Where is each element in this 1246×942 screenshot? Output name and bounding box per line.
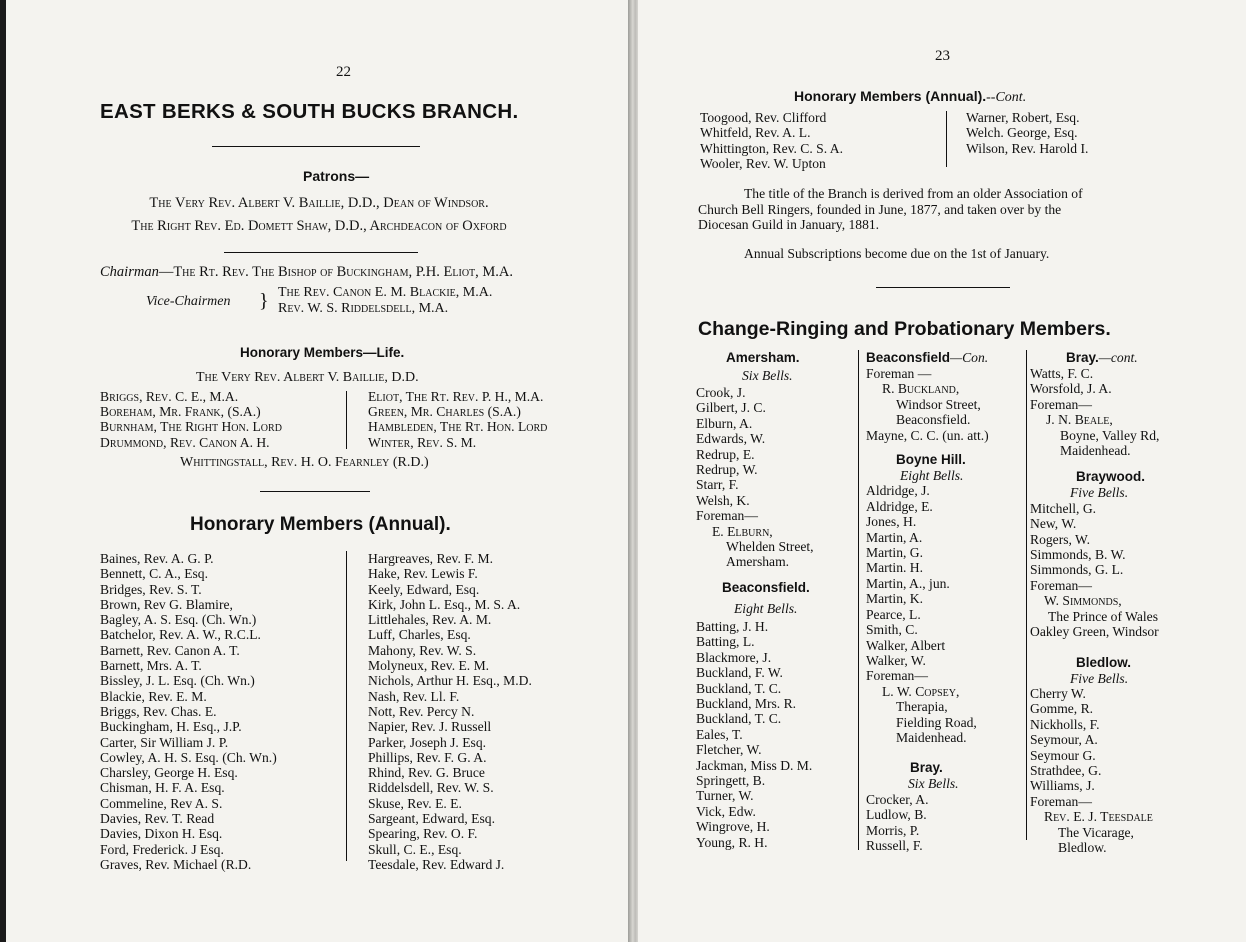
page-number-right: 23 xyxy=(935,48,950,64)
member: Buckland, T. C. xyxy=(696,680,782,696)
foreman-label: Foreman — xyxy=(866,366,932,381)
member: Hake, Rev. Lewis F. xyxy=(368,566,478,582)
member: Bissley, J. L. Esq. (Ch. Wn.) xyxy=(100,673,255,689)
member: Ludlow, B. xyxy=(866,807,927,823)
member: Bridges, Rev. S. T. xyxy=(100,581,202,597)
member: Whittington, Rev. C. S. A. xyxy=(700,140,843,156)
member: Napier, Rev. J. Russell xyxy=(368,719,492,735)
member: Williams, J. xyxy=(1030,778,1095,794)
foreman-name: R. Buckland, xyxy=(882,381,960,397)
bells-note: Five Bells. xyxy=(1070,670,1129,686)
member: Gilbert, J. C. xyxy=(696,400,766,416)
member: Redrup, E. xyxy=(696,446,755,462)
member: Ford, Frederick. J Esq. xyxy=(100,841,224,857)
member: Sargeant, Edward, Esq. xyxy=(368,811,495,827)
foreman-address: Boyne, Valley Rd, xyxy=(1060,427,1160,443)
member: Davies, Dixon H. Esq. xyxy=(100,826,223,842)
column-rule xyxy=(946,111,947,167)
member: Worsfold, J. A. xyxy=(1030,381,1112,397)
member: Spearing, Rev. O. F. xyxy=(368,826,478,842)
life-members-heading: Honorary Members—Life. xyxy=(240,345,405,360)
bells-note: Six Bells. xyxy=(742,368,793,383)
member: Buckland, T. C. xyxy=(696,711,782,727)
member: Riddelsdell, Rev. W. S. xyxy=(368,780,494,796)
annual-heading: Honorary Members (Annual). xyxy=(190,514,451,535)
member: Batting, L. xyxy=(696,634,755,650)
member: Brown, Rev G. Blamire, xyxy=(100,596,233,612)
patrons-heading: Patrons— xyxy=(303,168,370,184)
life-member: Burnham, The Right Hon. Lord xyxy=(100,419,282,435)
member: Chisman, H. F. A. Esq. xyxy=(100,780,225,796)
cont-suffix: --Cont. xyxy=(986,90,1027,105)
member: Aldridge, J. xyxy=(866,483,930,499)
member: Nash, Rev. Ll. F. xyxy=(368,688,460,704)
member: Nickholls, F. xyxy=(1030,716,1100,732)
left-page xyxy=(6,0,632,942)
life-member: Green, Mr. Charles (S.A.) xyxy=(368,404,521,420)
town-heading: Beaconsfield. xyxy=(722,579,810,595)
column-1 xyxy=(696,349,814,850)
member: Skull, C. E., Esq. xyxy=(368,841,462,857)
town-heading: Braywood. xyxy=(1076,469,1146,485)
foreman-address: Oakley Green, Windsor xyxy=(1030,624,1159,640)
column-2 xyxy=(866,349,989,853)
brace: } xyxy=(259,290,269,312)
member: Buckingham, H. Esq., J.P. xyxy=(100,719,242,735)
member: Vick, Edw. xyxy=(696,803,756,819)
town-heading: Bray. xyxy=(910,760,943,776)
member: Batchelor, Rev. A. W., R.C.L. xyxy=(100,627,261,643)
member: Martin. H. xyxy=(866,560,924,576)
town-heading: Boyne Hill. xyxy=(896,452,966,468)
vice-chairmen-label: Vice-Chairmen xyxy=(146,294,231,309)
annual-members-left xyxy=(100,551,277,872)
divider xyxy=(876,287,1010,288)
member: Edwards, W. xyxy=(696,431,766,447)
cont-suffix: —cont. xyxy=(1098,350,1138,365)
member: Jackman, Miss D. M. xyxy=(696,757,813,773)
member: Cowley, A. H. S. Esq. (Ch. Wn.) xyxy=(100,749,277,765)
member: Martin, A. xyxy=(866,529,923,545)
member: Crook, J. xyxy=(696,385,746,400)
life-member: Winter, Rev. S. M. xyxy=(368,434,477,450)
annual-members-right xyxy=(368,551,532,872)
member: Pearce, L. xyxy=(866,606,921,622)
member: Davies, Rev. T. Read xyxy=(100,811,215,827)
member: Springett, B. xyxy=(696,772,766,788)
member: Teesdale, Rev. Edward J. xyxy=(368,856,505,872)
member: Cherry W. xyxy=(1030,685,1086,701)
foreman-address: Beaconsfield. xyxy=(896,412,971,428)
vice-chairmen-list xyxy=(278,285,492,316)
member: Baines, Rev. A. G. P. xyxy=(100,551,214,566)
member: Blackmore, J. xyxy=(696,649,772,665)
member: Commeline, Rev A. S. xyxy=(100,795,223,811)
member: Jones, H. xyxy=(866,514,917,530)
branch-note xyxy=(698,186,1083,233)
note-line: The title of the Branch is derived from an older Association of xyxy=(744,186,1083,201)
member: Bagley, A. S. Esq. (Ch. Wn.) xyxy=(100,612,257,628)
life-member: Drummond, Rev. Canon A. H. xyxy=(100,434,270,450)
member: Russell, F. xyxy=(866,837,923,853)
foreman-label: Foreman— xyxy=(1030,577,1092,593)
cont-suffix: —Con. xyxy=(950,350,989,365)
life-member: Briggs, Rev. C. E., M.A. xyxy=(100,389,239,404)
foreman-name: W. Simmonds, xyxy=(1044,593,1122,609)
column-rule xyxy=(346,551,347,861)
foreman-address: Therapia, xyxy=(896,699,948,715)
vice-chairman: Rev. W. S. Riddelsdell, M.A. xyxy=(278,300,449,316)
member: Smith, C. xyxy=(866,622,918,638)
note-line: Diocesan Guild in January, 1881. xyxy=(698,217,880,233)
member: Keely, Edward, Esq. xyxy=(368,581,480,597)
patron: The Very Rev. Albert V. Baillie, D.D., Dean of Windsor. xyxy=(149,195,489,211)
foreman-name: E. Elburn, xyxy=(712,523,773,539)
member: Nott, Rev. Percy N. xyxy=(368,703,475,719)
foreman-name: Rev. E. J. Teesdale xyxy=(1044,809,1153,825)
member: Eales, T. xyxy=(696,726,743,742)
member: Wooler, Rev. W. Upton xyxy=(700,155,826,171)
member: Nichols, Arthur H. Esq., M.D. xyxy=(368,673,532,689)
member: Walker, Albert xyxy=(866,637,946,653)
bells-note: Five Bells. xyxy=(1070,485,1129,501)
member: Charsley, George H. Esq. xyxy=(100,765,238,781)
town-heading-cont xyxy=(1030,349,1159,366)
note-line: Church Bell Ringers, founded in June, 1877, and taken over by the xyxy=(698,201,1062,217)
member: Parker, Joseph J. Esq. xyxy=(368,734,487,750)
member: Barnett, Rev. Canon A. T. xyxy=(100,642,240,658)
town-heading: Amersham. xyxy=(726,350,800,365)
life-lead: The Very Rev. Albert V. Baillie, D.D. xyxy=(196,370,419,385)
divider xyxy=(260,491,370,492)
right-page xyxy=(638,0,1246,942)
member: Blackie, Rev. E. M. xyxy=(100,688,207,704)
member: Molyneux, Rev. E. M. xyxy=(368,658,490,674)
vice-chairman: The Rev. Canon E. M. Blackie, M.A. xyxy=(278,285,493,300)
member: Turner, W. xyxy=(696,788,754,804)
town-heading-cont xyxy=(866,349,989,366)
divider xyxy=(212,146,420,147)
member: Redrup, W. xyxy=(696,462,758,478)
chairman-text: —The Rt. Rev. The Bishop of Buckingham, P.H. Eliot, M.A. xyxy=(158,264,514,280)
foreman-label: Foreman— xyxy=(696,508,758,524)
patrons-list xyxy=(6,192,632,238)
foreman-address: Fielding Road, xyxy=(896,714,977,730)
member: Briggs, Rev. Chas. E. xyxy=(100,703,217,719)
town-heading: Bledlow. xyxy=(1076,654,1132,670)
foreman-address: Maidenhead. xyxy=(1060,443,1131,459)
bells-note: Eight Bells. xyxy=(900,468,964,484)
member: Hargreaves, Rev. F. M. xyxy=(368,551,494,566)
divider xyxy=(224,252,418,253)
member: Buckland, Mrs. R. xyxy=(696,695,797,711)
member: Littlehales, Rev. A. M. xyxy=(368,612,492,628)
foreman-address: Amersham. xyxy=(726,554,790,570)
member: Barnett, Mrs. A. T. xyxy=(100,658,202,674)
member: Strathdee, G. xyxy=(1030,762,1102,778)
member: Simmonds, B. W. xyxy=(1030,547,1126,563)
member: Rhind, Rev. G. Bruce xyxy=(368,765,485,781)
bells-note: Six Bells. xyxy=(908,776,959,792)
cont-heading xyxy=(794,88,1026,106)
cont-heading-text: Honorary Members (Annual). xyxy=(794,88,987,104)
member: Walker, W. xyxy=(866,652,926,668)
member: Fletcher, W. xyxy=(696,742,762,758)
life-members-right xyxy=(368,389,547,450)
life-member: Boreham, Mr. Frank, (S.A.) xyxy=(100,404,261,420)
patron: The Right Rev. Ed. Domett Shaw, D.D., Archdeacon of Oxford xyxy=(131,218,507,234)
member: Aldridge, E. xyxy=(866,498,933,514)
member: Young, R. H. xyxy=(696,834,768,850)
foreman-label: Foreman— xyxy=(1030,793,1092,809)
subscription-note: Annual Subscriptions become due on the 1st of January. xyxy=(744,246,1050,261)
chairman-line xyxy=(100,264,513,281)
member: Welsh, K. xyxy=(696,492,750,508)
life-member: Eliot, The Rt. Rev. P. H., M.A. xyxy=(368,389,544,404)
member: Wilson, Rev. Harold I. xyxy=(966,140,1089,156)
branch-title: EAST BERKS & SOUTH BUCKS BRANCH. xyxy=(100,100,519,123)
member: Welch. George, Esq. xyxy=(966,125,1078,141)
member: Martin, A., jun. xyxy=(866,575,950,591)
column-rule xyxy=(858,350,859,850)
cont-members-right xyxy=(966,110,1088,156)
member: Watts, F. C. xyxy=(1030,366,1094,381)
member: Morris, P. xyxy=(866,822,920,838)
member: Skuse, Rev. E. E. xyxy=(368,795,462,811)
member: Kirk, John L. Esq., M. S. A. xyxy=(368,596,521,612)
foreman-address: The Vicarage, xyxy=(1058,824,1134,840)
foreman-label: Foreman— xyxy=(866,668,928,684)
member: Mitchell, G. xyxy=(1030,500,1097,516)
member: Batting, J. H. xyxy=(696,618,769,634)
town-heading: Beaconsfield xyxy=(866,350,951,365)
member: Rogers, W. xyxy=(1030,531,1091,547)
member: Warner, Robert, Esq. xyxy=(966,110,1080,125)
foreman-address: Maidenhead. xyxy=(896,729,967,745)
foreman-label: Foreman— xyxy=(1030,396,1092,412)
member: Graves, Rev. Michael (R.D. xyxy=(100,856,252,872)
member: Toogood, Rev. Clifford xyxy=(700,110,827,125)
town-heading: Bray. xyxy=(1066,350,1099,365)
foreman-address: Windsor Street, xyxy=(896,396,981,412)
life-members-left xyxy=(100,389,282,450)
member: Martin, G. xyxy=(866,545,924,561)
member: Luff, Charles, Esq. xyxy=(368,627,471,643)
column-3 xyxy=(1030,349,1159,855)
bells-note: Eight Bells. xyxy=(734,600,798,616)
member: Elburn, A. xyxy=(696,415,753,431)
member: Bennett, C. A., Esq. xyxy=(100,566,208,582)
member: Starr, F. xyxy=(696,477,739,493)
member: Seymour G. xyxy=(1030,747,1096,763)
foreman-address: The Prince of Wales xyxy=(1048,608,1159,624)
cont-members-left xyxy=(700,110,843,171)
member: Crocker, A. xyxy=(866,791,929,807)
column-rule xyxy=(346,391,347,449)
life-member: Hambleden, The Rt. Hon. Lord xyxy=(368,419,548,435)
member: Seymour, A. xyxy=(1030,732,1098,748)
chairman-label: Chairman xyxy=(100,264,159,280)
member: Simmonds, G. L. xyxy=(1030,562,1124,578)
page-number-left: 22 xyxy=(336,64,351,80)
column-rule xyxy=(1026,350,1027,840)
member: Whitfeld, Rev. A. L. xyxy=(700,125,811,141)
member: Carter, Sir William J. P. xyxy=(100,734,229,750)
foreman-address: Whelden Street, xyxy=(726,539,814,555)
foreman-name: L. W. Copsey, xyxy=(882,683,960,699)
member: Wingrove, H. xyxy=(696,819,770,835)
change-ringing-heading: Change-Ringing and Probationary Members. xyxy=(698,318,1111,340)
life-last: Whittingstall, Rev. H. O. Fearnley (R.D.) xyxy=(180,455,429,470)
member: Martin, K. xyxy=(866,591,924,607)
member: Gomme, R. xyxy=(1030,701,1094,717)
foreman-name: J. N. Beale, xyxy=(1046,412,1113,428)
member: Mahony, Rev. W. S. xyxy=(368,642,477,658)
member: Buckland, F. W. xyxy=(696,665,783,681)
member: New, W. xyxy=(1030,516,1077,532)
member: Mayne, C. C. (un. att.) xyxy=(866,427,989,443)
member: Phillips, Rev. F. G. A. xyxy=(368,749,487,765)
foreman-address: Bledlow. xyxy=(1058,839,1107,855)
